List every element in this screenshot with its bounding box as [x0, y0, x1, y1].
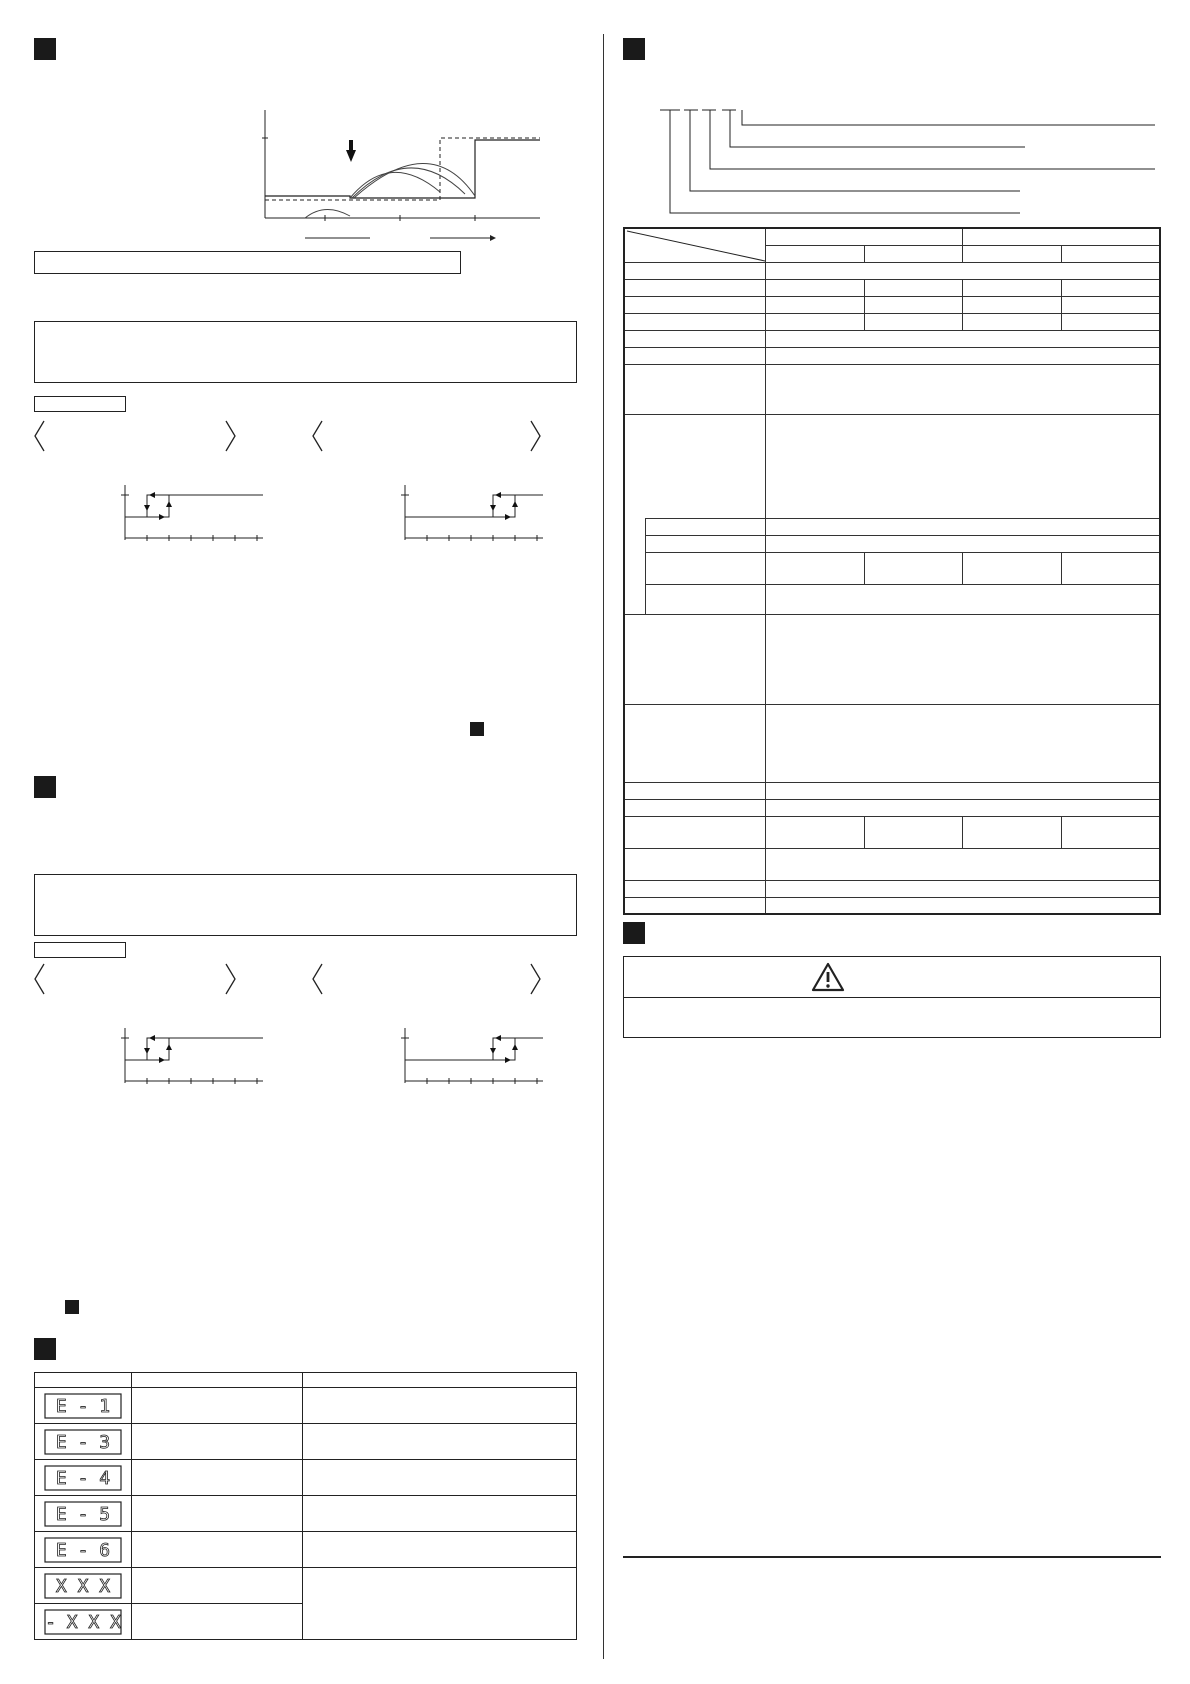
seven-segment-display-e3: [44, 1429, 122, 1455]
inline-marker-2: [65, 1300, 79, 1314]
error-table-header-code: [35, 1373, 132, 1388]
seven-segment-display-e6: [44, 1537, 122, 1563]
bracket-right-1a: [224, 420, 236, 452]
specification-table: [623, 227, 1161, 915]
section-marker-2: [34, 776, 56, 798]
spec-header-corner: [624, 228, 765, 262]
hysteresis-diagram-2a: [115, 1028, 265, 1088]
table-row: [35, 1568, 577, 1604]
warning-triangle-icon: [811, 962, 845, 992]
seven-segment-display-neg-xxx: [44, 1609, 122, 1635]
error-code-text: E - 1: [55, 1395, 111, 1417]
bracket-left-2b: [312, 963, 324, 995]
seven-segment-display-e5: [44, 1501, 122, 1527]
hysteresis-diagram-1a: [115, 485, 265, 545]
section-marker-3: [34, 1338, 56, 1360]
column-divider: [603, 34, 604, 1659]
error-code-text: E - 4: [55, 1467, 111, 1489]
example-label-2: [34, 942, 126, 958]
error-code-text: X X X: [55, 1575, 111, 1597]
note-box-3: [34, 874, 577, 936]
table-row: [35, 1460, 577, 1496]
hysteresis-diagram-2b: [395, 1028, 545, 1088]
model-code-breakdown: [660, 105, 1160, 220]
error-table-header-cause: [131, 1373, 302, 1388]
error-code-text: E - 3: [55, 1431, 111, 1453]
caution-box: [623, 956, 1161, 1038]
section-marker-5: [623, 922, 645, 944]
table-row: [35, 1532, 577, 1568]
error-code-text: E - 5: [55, 1503, 111, 1525]
bracket-right-1b: [529, 420, 541, 452]
seven-segment-display-e4: [44, 1465, 122, 1491]
table-row: [35, 1388, 577, 1424]
section-marker-4: [623, 38, 645, 60]
seven-segment-display-e1: [44, 1393, 122, 1419]
inline-marker-1: [470, 722, 484, 736]
caution-header: [624, 957, 1160, 998]
bottom-rule: [623, 1556, 1161, 1558]
hysteresis-diagram-1b: [395, 485, 545, 545]
note-box-1: [34, 251, 461, 274]
error-table-header-remedy: [302, 1373, 576, 1388]
section-marker-1: [34, 38, 56, 60]
table-row: [35, 1496, 577, 1532]
seven-segment-display-xxx: [44, 1573, 122, 1599]
error-code-text: - X X X: [45, 1611, 121, 1633]
table-row: [35, 1424, 577, 1460]
bracket-right-2a: [224, 963, 236, 995]
error-code-text: E - 6: [55, 1539, 111, 1561]
note-box-2: [34, 321, 577, 383]
bracket-left-2a: [34, 963, 46, 995]
bracket-left-1b: [312, 420, 324, 452]
bracket-right-2b: [529, 963, 541, 995]
bracket-left-1a: [34, 420, 46, 452]
example-label-1: [34, 396, 126, 412]
error-code-table: [34, 1372, 577, 1640]
timing-diagram-main: [260, 110, 550, 250]
